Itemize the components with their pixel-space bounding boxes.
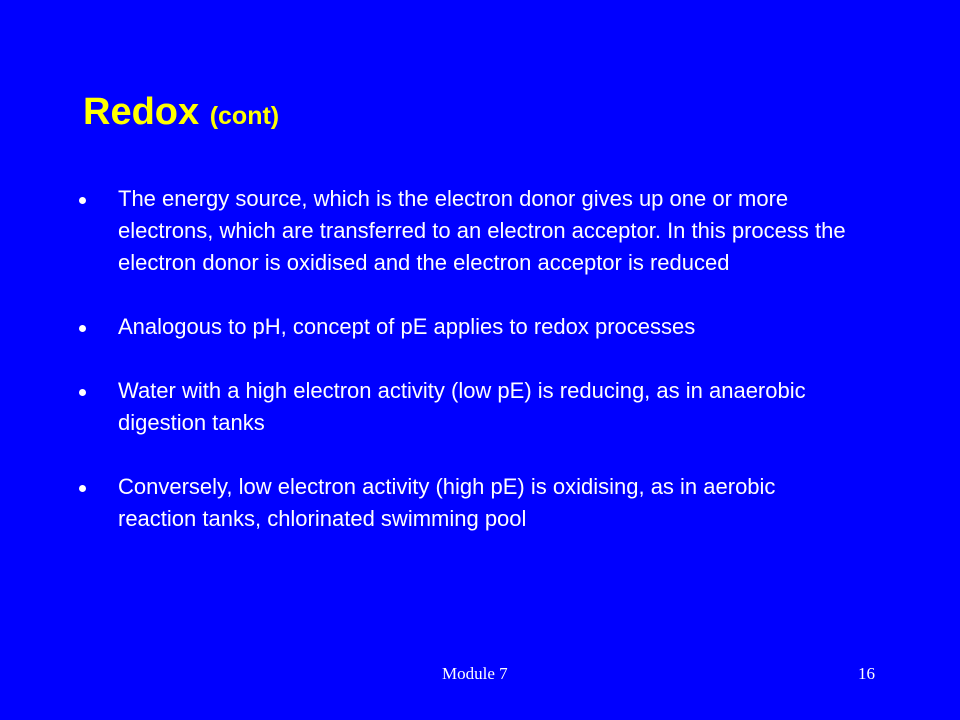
bullet-dot-icon xyxy=(79,389,86,396)
bullet-dot-icon xyxy=(79,197,86,204)
slide-title-main: Redox xyxy=(83,91,200,133)
bullet-text: Analogous to pH, concept of pE applies to redox processes xyxy=(118,314,696,339)
footer-page-number: 16 xyxy=(858,664,875,683)
footer-module-label: Module 7 xyxy=(442,664,508,683)
bullet-text: The energy source, which is the electron donor gives up one or more electrons, which are transferred to an electron acceptor. In this process the electron donor is oxidised and the electron acceptor is reduced xyxy=(118,186,846,275)
slide-title-suffix: (cont) xyxy=(209,102,280,130)
bullet-item xyxy=(79,311,849,343)
bullet-dot-icon xyxy=(79,325,86,332)
bullet-item xyxy=(79,471,849,535)
bullet-item xyxy=(79,183,849,279)
slide-title xyxy=(83,88,279,140)
bullet-text: Conversely, low electron activity (high pE) is oxidising, as in aerobic reaction tanks, chlorinated swimming pool xyxy=(118,474,776,531)
bullet-list xyxy=(79,183,849,567)
bullet-dot-icon xyxy=(79,485,86,492)
bullet-text: Water with a high electron activity (low pE) is reducing, as in anaerobic digestion tanks xyxy=(118,378,806,435)
bullet-item xyxy=(79,375,849,439)
